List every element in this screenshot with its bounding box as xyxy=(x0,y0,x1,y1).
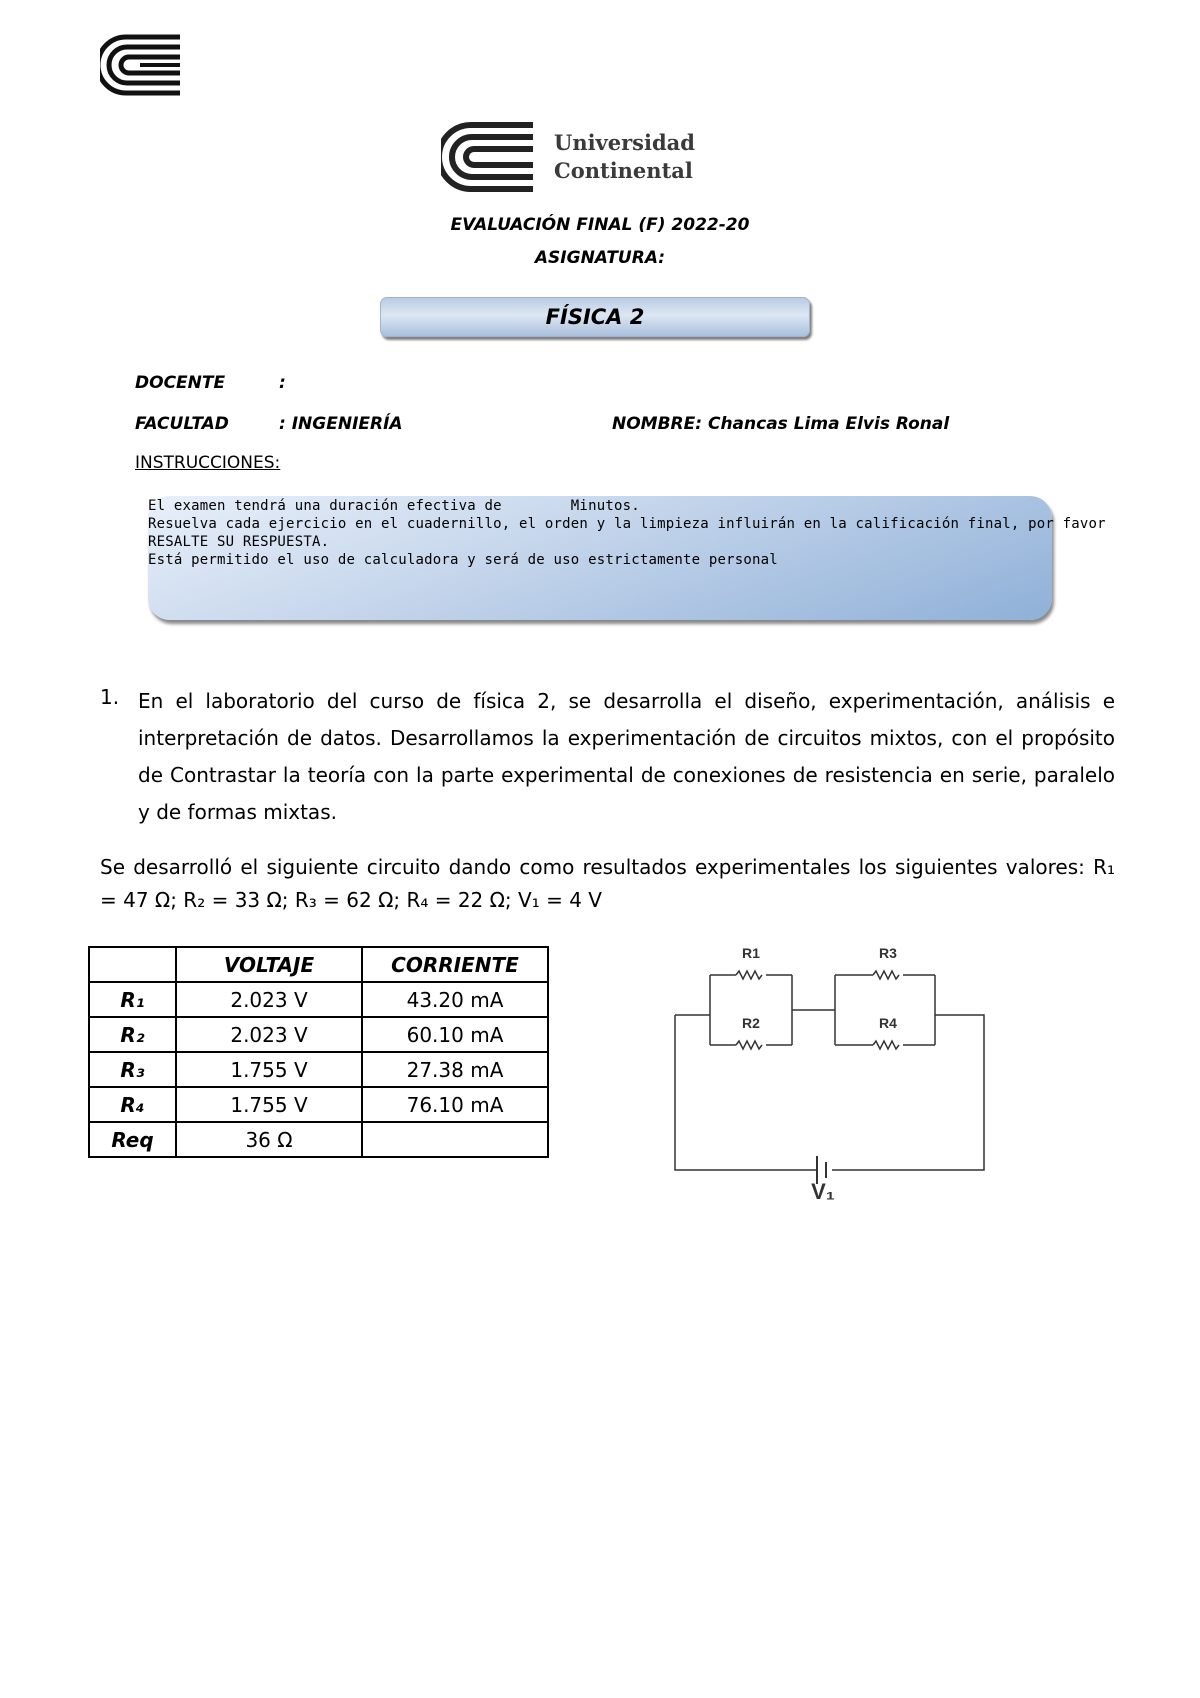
results-table xyxy=(88,946,549,1158)
r4-label: R4 xyxy=(879,1015,897,1031)
table-header-row xyxy=(89,947,548,982)
table-row xyxy=(89,1087,548,1122)
resistor-r1 xyxy=(736,971,762,979)
instructions-title: INSTRUCCIONES: xyxy=(135,453,281,473)
resistor-r2 xyxy=(736,1041,762,1049)
wire xyxy=(832,1015,984,1170)
question-number: 1. xyxy=(100,685,120,709)
brand-line2: Continental xyxy=(554,158,693,183)
row-label: R₃ xyxy=(89,1052,176,1087)
voltage-cell: 36 Ω xyxy=(176,1122,362,1157)
instruction-line: Resuelva cada ejercicio en el cuadernillo, el orden y la limpieza influirán en la calificación final, por favor xyxy=(148,516,1106,532)
current-cell: 43.20 mA xyxy=(362,982,548,1017)
table-header xyxy=(89,947,176,982)
current-cell: 76.10 mA xyxy=(362,1087,548,1122)
source-label: V₁ xyxy=(811,1179,835,1200)
instruction-line: RESALTE SU RESPUESTA. xyxy=(148,534,330,550)
voltage-cell: 2.023 V xyxy=(176,1017,362,1052)
r2-label: R2 xyxy=(742,1015,760,1031)
faculty-label: FACULTAD xyxy=(135,414,229,434)
row-label: R₄ xyxy=(89,1087,176,1122)
wire xyxy=(710,975,792,1045)
circuit-diagram xyxy=(640,930,1000,1200)
instruction-line: Está permitido el uso de calculadora y será de uso estrictamente personal xyxy=(148,552,778,568)
table-row xyxy=(89,1122,548,1157)
current-cell xyxy=(362,1122,548,1157)
voltage-cell: 1.755 V xyxy=(176,1087,362,1122)
subject-label: ASIGNATURA: xyxy=(534,248,666,268)
faculty-value: : INGENIERÍA xyxy=(279,414,403,434)
teacher-label: DOCENTE xyxy=(135,373,226,393)
current-cell: 60.10 mA xyxy=(362,1017,548,1052)
question-text: En el laboratorio del curso de física 2, se desarrolla el diseño, experimentación, análisis e interpretación de datos. Desarrollamos la experimentación de circuitos mixtos, con el propósito de Contrastar la teoría con la parte experimental de conexiones de resistencia en serie, paralelo y de formas mixtas. xyxy=(138,689,1115,824)
voltage-cell: 2.023 V xyxy=(176,982,362,1017)
subject-banner: FÍSICA 2 xyxy=(380,297,810,337)
brand-line1: Universidad xyxy=(554,130,695,155)
exam-title: EVALUACIÓN FINAL (F) 2022-20 xyxy=(450,215,750,235)
table-row xyxy=(89,982,548,1017)
current-cell: 27.38 mA xyxy=(362,1052,548,1087)
table-header: VOLTAJE xyxy=(176,947,362,982)
r1-label: R1 xyxy=(742,945,760,961)
r3-label: R3 xyxy=(879,945,897,961)
question-values: Se desarrolló el siguiente circuito dando como resultados experimentales los siguientes valores: R₁ = 47 Ω; R₂ = 33 Ω; R₃ = 62 Ω; R₄ = 22 Ω; V₁ = 4 V xyxy=(100,855,1115,912)
voltage-cell: 1.755 V xyxy=(176,1052,362,1087)
university-logo xyxy=(441,117,705,197)
teacher-value: : xyxy=(279,373,286,393)
corner-logo xyxy=(100,33,186,97)
row-label: Req xyxy=(89,1122,176,1157)
student-name: NOMBRE: Chancas Lima Elvis Ronal xyxy=(612,414,950,434)
wire xyxy=(835,975,935,1045)
row-label: R₁ xyxy=(89,982,176,1017)
resistor-r4 xyxy=(873,1041,899,1049)
table-header: CORRIENTE xyxy=(362,947,548,982)
table-row xyxy=(89,1052,548,1087)
row-label: R₂ xyxy=(89,1017,176,1052)
resistor-r3 xyxy=(873,971,899,979)
wire xyxy=(675,1015,817,1170)
instruction-line: El examen tendrá una duración efectiva de Minutos. xyxy=(148,498,640,514)
table-row xyxy=(89,1017,548,1052)
